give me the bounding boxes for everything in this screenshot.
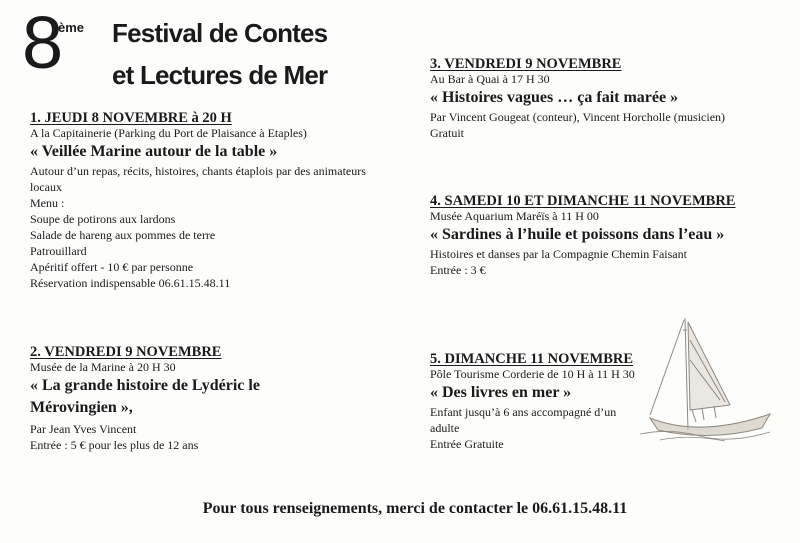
event-detail: Entrée : 5 € pour les plus de 12 ans [30,438,199,452]
event-title: « La grande histoire de Lydéric le Mérovingien », [30,377,260,416]
event-title: « Des livres en mer » [430,384,572,401]
title-line-2: et Lectures de Mer [112,60,328,90]
event-title: « Sardines à l’huile et poissons dans l’eau » [430,226,725,243]
event-location: Musée de la Marine à 20 H 30 [30,360,176,374]
event-heading: 1. JEUDI 8 NOVEMBRE à 20 H [30,110,232,126]
title-line-1: Festival de Contes [112,18,328,48]
event-detail: Autour d’un repas, récits, histoires, chants étaplois par des animateurs locaux [30,164,366,194]
event-detail: Salade de hareng aux pommes de terre [30,228,216,242]
event-detail: Entrée Gratuite [430,437,504,451]
event-detail: Entrée : 3 € [430,263,486,277]
event-detail: Réservation indispensable 06.61.15.48.11 [30,276,231,290]
event-location: A la Capitainerie (Parking du Port de Plaisance à Etaples) [30,126,307,140]
event-detail: Histoires et danses par la Compagnie Chemin Faisant [430,247,687,261]
event-location: Musée Aquarium Maréïs à 11 H 00 [430,209,599,223]
event-1 [30,110,375,291]
event-detail: Apéritif offert - 10 € par personne [30,260,194,274]
event-heading: 5. DIMANCHE 11 NOVEMBRE [430,351,634,367]
event-location: Au Bar à Quai à 17 H 30 [430,72,550,86]
event-4 [430,193,795,278]
event-detail: Enfant jusqu’à 6 ans accompagné d’un adulte [430,405,617,435]
sailboat-sketch-icon [630,310,780,445]
event-heading: 2. VENDREDI 9 NOVEMBRE [30,344,222,360]
event-detail: Menu : [30,196,65,210]
edition-superscript: ème [58,20,85,35]
festival-title [22,1,392,98]
event-heading: 3. VENDREDI 9 NOVEMBRE [430,56,622,72]
edition-number: 8 [22,1,62,84]
event-detail: Gratuit [430,126,464,140]
event-detail: Par Jean Yves Vincent [30,422,137,436]
contact-footer: Pour tous renseignements, merci de contacter le 06.61.15.48.11 [202,500,628,517]
event-2 [30,344,375,453]
event-detail: Par Vincent Gougeat (conteur), Vincent Horcholle (musicien) [430,110,726,124]
event-heading: 4. SAMEDI 10 ET DIMANCHE 11 NOVEMBRE [430,193,736,209]
event-title: « Veillée Marine autour de la table » [30,143,278,160]
event-detail: Patrouillard [30,244,87,258]
event-location: Pôle Tourisme Corderie de 10 H à 11 H 30 [430,367,635,381]
event-3 [430,56,790,141]
event-detail: Soupe de potirons aux lardons [30,212,176,226]
event-title: « Histoires vagues … ça fait marée » [430,89,679,106]
